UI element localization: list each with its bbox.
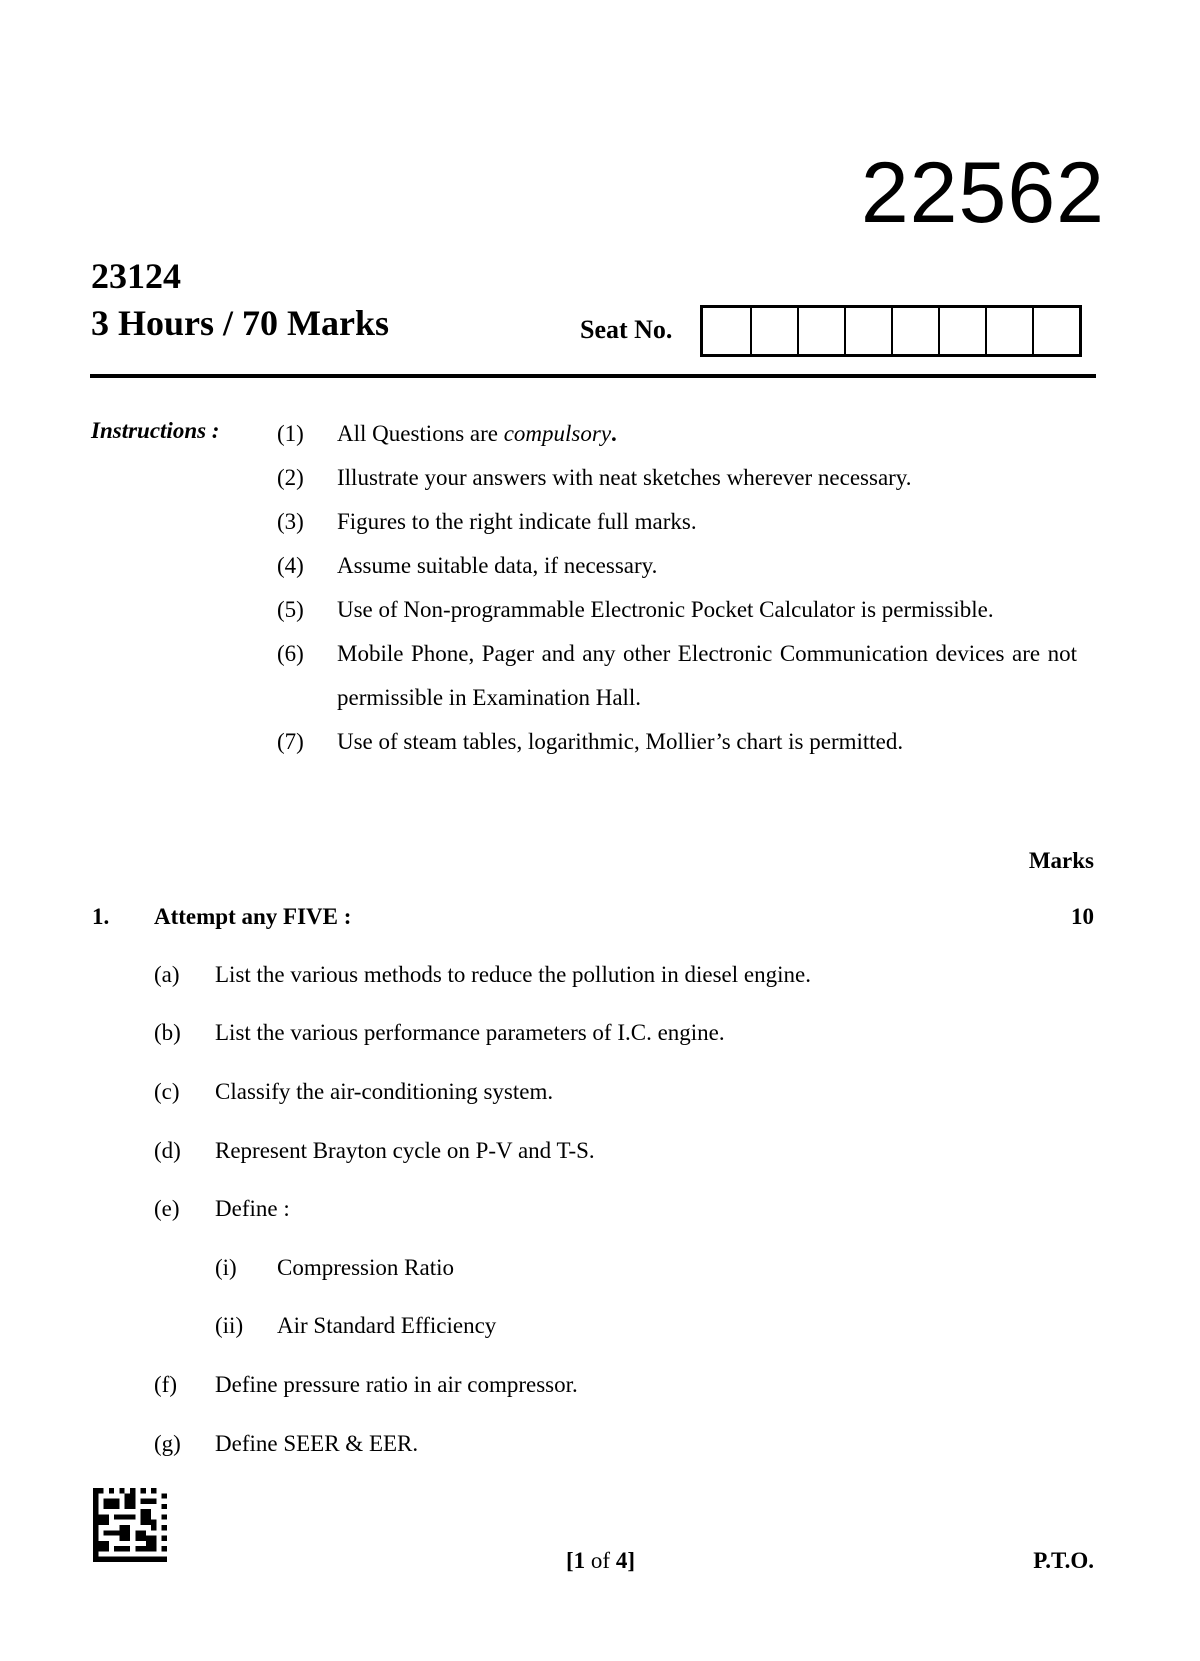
part-text: List the various methods to reduce the pollution in diesel engine. [215, 962, 811, 987]
part-text: Represent Brayton cycle on P-V and T-S. [215, 1138, 595, 1163]
subpart-text: Air Standard Efficiency [277, 1313, 497, 1338]
instruction-item [277, 632, 1077, 720]
instruction-number: (3) [277, 509, 304, 534]
part-label: (a) [154, 962, 180, 987]
part-label: (d) [154, 1138, 181, 1163]
instruction-text: Use of steam tables, logarithmic, Mollier’s chart is permitted. [337, 729, 904, 754]
instruction-item [277, 500, 1077, 544]
part-label: (c) [154, 1079, 180, 1104]
marks-column-heading: Marks [1028, 848, 1094, 873]
seat-digit-box[interactable] [1032, 308, 1079, 354]
seat-digit-box[interactable] [938, 308, 985, 354]
part-label: (e) [154, 1196, 180, 1221]
exam-code: 23124 [91, 256, 181, 296]
instruction-text: Mobile Phone, Pager and any other Electronic Communication devices are not permissible in Examination Hall. [337, 641, 1077, 710]
part-text: Classify the air-conditioning system. [215, 1079, 554, 1104]
question-number: 1. [92, 904, 110, 929]
subpart-label: (ii) [215, 1313, 244, 1338]
seat-number-boxes[interactable] [700, 305, 1082, 357]
instruction-text: Illustrate your answers with neat sketches wherever necessary. [337, 465, 912, 490]
instructions-label: Instructions : [91, 418, 220, 443]
part-text: Define pressure ratio in air compressor. [215, 1372, 578, 1397]
instruction-text: Use of Non-programmable Electronic Pocket Calculator is permissible. [337, 597, 994, 622]
part-label: (f) [154, 1372, 177, 1397]
emphasis-text: compulsory [503, 421, 612, 446]
instruction-number: (7) [277, 729, 304, 754]
seat-digit-box[interactable] [797, 308, 844, 354]
paper-code: 22562 [860, 145, 1105, 241]
instruction-text: Assume suitable data, if necessary. [337, 553, 658, 578]
instruction-item [277, 412, 1077, 456]
part-label: (g) [154, 1431, 181, 1456]
datamatrix-code-icon [93, 1488, 167, 1562]
instruction-item [277, 456, 1077, 500]
subpart-text: Compression Ratio [277, 1255, 454, 1280]
instruction-text: All Questions are compulsory. [337, 421, 617, 446]
seat-digit-box[interactable] [750, 308, 797, 354]
seat-digit-box[interactable] [985, 308, 1032, 354]
part-text: Define SEER & EER. [215, 1431, 419, 1456]
instruction-item [277, 544, 1077, 588]
instruction-number: (1) [277, 421, 304, 446]
seat-digit-box[interactable] [703, 308, 750, 354]
part-text: List the various performance parameters of I.C. engine. [215, 1020, 725, 1045]
page-number: [1 of 4] [566, 1548, 636, 1573]
part-text: Define : [215, 1196, 290, 1221]
instruction-item [277, 588, 1077, 632]
seat-digit-box[interactable] [891, 308, 938, 354]
instruction-number: (6) [277, 641, 304, 666]
please-turn-over: P.T.O. [1033, 1548, 1094, 1573]
instruction-item [277, 720, 1077, 764]
exam-duration-marks: 3 Hours / 70 Marks [91, 303, 390, 343]
instruction-number: (5) [277, 597, 304, 622]
header-divider [90, 374, 1096, 378]
instruction-text: Figures to the right indicate full marks. [337, 509, 697, 534]
instruction-number: (4) [277, 553, 304, 578]
seat-digit-box[interactable] [844, 308, 891, 354]
part-label: (b) [154, 1020, 181, 1045]
instruction-number: (2) [277, 465, 304, 490]
question-marks: 10 [1071, 904, 1094, 929]
instructions-list [277, 412, 1077, 764]
subpart-label: (i) [215, 1255, 237, 1280]
seat-number-label: Seat No. [580, 315, 673, 344]
question-title: Attempt any FIVE : [154, 904, 352, 929]
